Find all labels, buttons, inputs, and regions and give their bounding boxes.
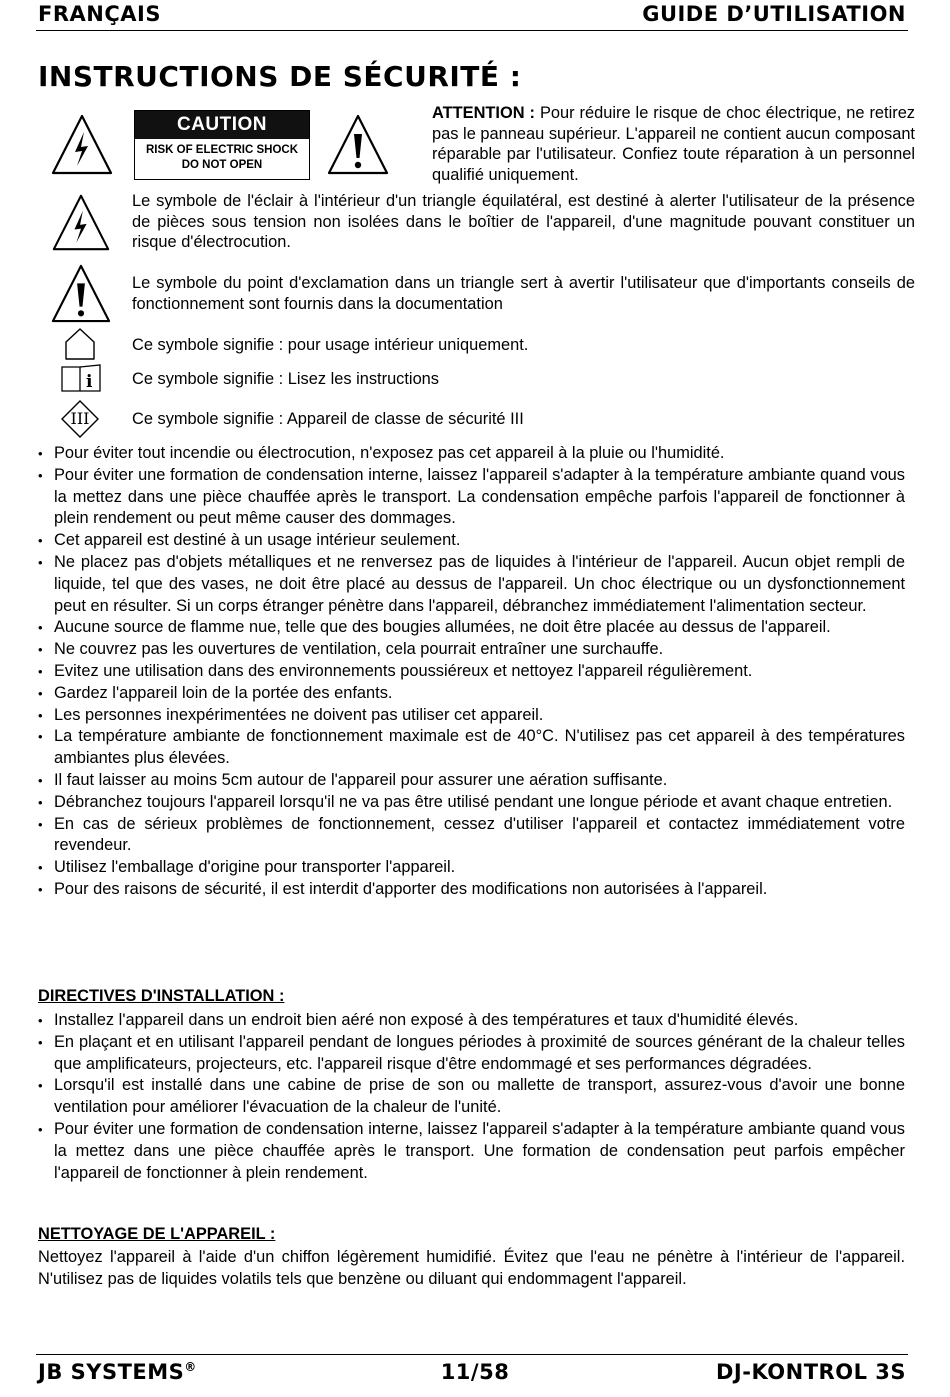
bullet-item: • Pour des raisons de sécurité, il est interdit d'apporter des modifications non autorisées à l'appareil. (38, 879, 905, 901)
page-number: 11/58 (440, 1360, 510, 1384)
install-bullet-list (38, 1010, 905, 1184)
exclamation-triangle-icon (326, 112, 390, 176)
bullet-item: • Ne placez pas d'objets métalliques et ne renversez pas de liquides à l'intérieur de l'appareil. Aucun objet rempli de liquide, tel que des vases, ne doit être placé au dessus de l'appareil. Un choc électrique ou un dysfonctionnement peut en résulter. Si un corps étranger pénètre dans l'appareil, débranchez immédiatement l'alimentation secteur. (38, 552, 905, 617)
header-rule (36, 30, 908, 31)
caution-label (134, 110, 310, 180)
attention-text: Pour réduire le risque de choc électrique, ne retirez pas le panneau supérieur. L'appareil ne contient aucun composant réparable par l'utilisateur. Confiez toute réparation à un personnel qualifié uniquement. (432, 104, 915, 184)
bullet-item: • Il faut laisser au moins 5cm autour de l'appareil pour assurer une aération suffisante. (38, 770, 905, 792)
attention-paragraph (432, 103, 915, 185)
lightning-triangle-icon (50, 192, 112, 252)
bullet-item: • Aucune source de flamme nue, telle que des bougies allumées, ne doit être placée au dessus de l'appareil. (38, 617, 905, 639)
bullet-item: • En plaçant et en utilisant l'appareil pendant de longues périodes à proximité de sources générant de la chaleur telles que amplificateurs, projecteurs, etc. l'appareil risque d'être endommagé et ses performances dégradées. (38, 1032, 905, 1076)
install-section-title: DIRECTIVES D'INSTALLATION : (38, 987, 285, 1005)
caution-title: CAUTION (135, 111, 309, 139)
caution-line-2: DO NOT OPEN (181, 159, 263, 171)
bullet-item: • En cas de sérieux problèmes de fonctionnement, cessez d'utiliser l'appareil et contactez immédiatement votre revendeur. (38, 814, 905, 858)
cleaning-paragraph: Nettoyez l'appareil à l'aide d'un chiffon légèrement humidifié. Évitez que l'eau ne pénètre à l'intérieur de l'appareil. N'utilisez pas de liquides volatils tels que benzène ou diluant qui endommagent l'appareil. (38, 1248, 905, 1288)
bullet-item: • Les personnes inexpérimentées ne doivent pas utiliser cet appareil. (38, 705, 905, 727)
attention-label: ATTENTION : (432, 104, 535, 122)
footer-registered-mark: ® (184, 1360, 197, 1374)
exclamation-symbol-text: Le symbole du point d'exclamation dans un triangle sert à avertir l'utilisateur que d'importants conseils de fonctionnement sont fournis dans la documentation (132, 274, 915, 313)
read-instructions-icon (60, 363, 102, 393)
bullet-item: • Ne couvrez pas les ouvertures de ventilation, cela pourrait entraîner une surchauffe. (38, 639, 905, 661)
safety-bullet-list (38, 443, 905, 901)
bullet-item: • Gardez l'appareil loin de la portée des enfants. (38, 683, 905, 705)
indoor-symbol-text: Ce symbole signifie : pour usage intérieur uniquement. (132, 336, 529, 354)
bullet-item: • La température ambiante de fonctionnement maximale est de 40°C. N'utilisez pas cet appareil à des températures ambiantes plus élevées. (38, 726, 905, 770)
bullet-item: • Installez l'appareil dans un endroit bien aéré non exposé à des températures et taux d'humidité élevés. (38, 1010, 905, 1032)
exclamation-triangle-icon (50, 262, 112, 324)
bullet-item: • Lorsqu'il est installé dans une cabine de prise de son ou mallette de transport, assurez-vous d'avoir une bonne ventilation pour améliorer l'évacuation de la chaleur de l'unité. (38, 1075, 905, 1119)
lightning-symbol-text: Le symbole de l'éclair à l'intérieur d'un triangle équilatéral, est destiné à alerter l'utilisateur de la présence de pièces sous tension non isolées dans le boîtier de l'appareil, d'une magnitude pouvant constituer un risque d'électrocution. (132, 192, 915, 251)
bullet-item: • Pour éviter tout incendie ou électrocution, n'exposez pas cet appareil à la pluie ou l'humidité. (38, 443, 905, 465)
bullet-item: • Pour éviter une formation de condensation interne, laissez l'appareil s'adapter à la température ambiante quand vous la mettez dans une pièce chauffée après le transport. Une formation de condensation peut parfois empêcher l'appareil de fonctionner à plein rendement. (38, 1119, 905, 1184)
cleaning-section-title: NETTOYAGE DE L'APPAREIL : (38, 1225, 276, 1243)
lightning-triangle-icon (50, 112, 114, 176)
footer-rule (36, 1354, 908, 1355)
bullet-item: • Utilisez l'emballage d'origine pour transporter l'appareil. (38, 857, 905, 879)
bullet-item: • Débranchez toujours l'appareil lorsqu'il ne va pas être utilisé pendant une longue période et avant chaque entretien. (38, 792, 905, 814)
header-language: FRANÇAIS (38, 2, 161, 26)
class-iii-glyph: III (70, 409, 90, 428)
footer-brand-name: JB SYSTEMS (38, 1360, 185, 1384)
svg-text:i: i (86, 372, 93, 392)
instructions-symbol-text: Ce symbole signifie : Lisez les instructions (132, 370, 439, 388)
caution-line-1: RISK OF ELECTRIC SHOCK (145, 144, 299, 156)
class3-symbol-text: Ce symbole signifie : Appareil de classe de sécurité III (132, 410, 524, 428)
house-icon (63, 327, 97, 361)
class-iii-icon (60, 399, 100, 439)
page-title: INSTRUCTIONS DE SÉCURITÉ : (38, 60, 522, 93)
footer-model: DJ-KONTROL 3S (716, 1360, 906, 1384)
bullet-item: • Cet appareil est destiné à un usage intérieur seulement. (38, 530, 905, 552)
bullet-item: • Evitez une utilisation dans des environnements poussiéreux et nettoyez l'appareil régulièrement. (38, 661, 905, 683)
bullet-item: • Pour éviter une formation de condensation interne, laissez l'appareil s'adapter à la température ambiante quand vous la mettez dans une pièce chauffée après le transport. La condensation empêche parfois l'appareil de fonctionner à plein rendement ou peut même causer des dommages. (38, 465, 905, 530)
header-guide-title: GUIDE D’UTILISATION (642, 2, 906, 26)
